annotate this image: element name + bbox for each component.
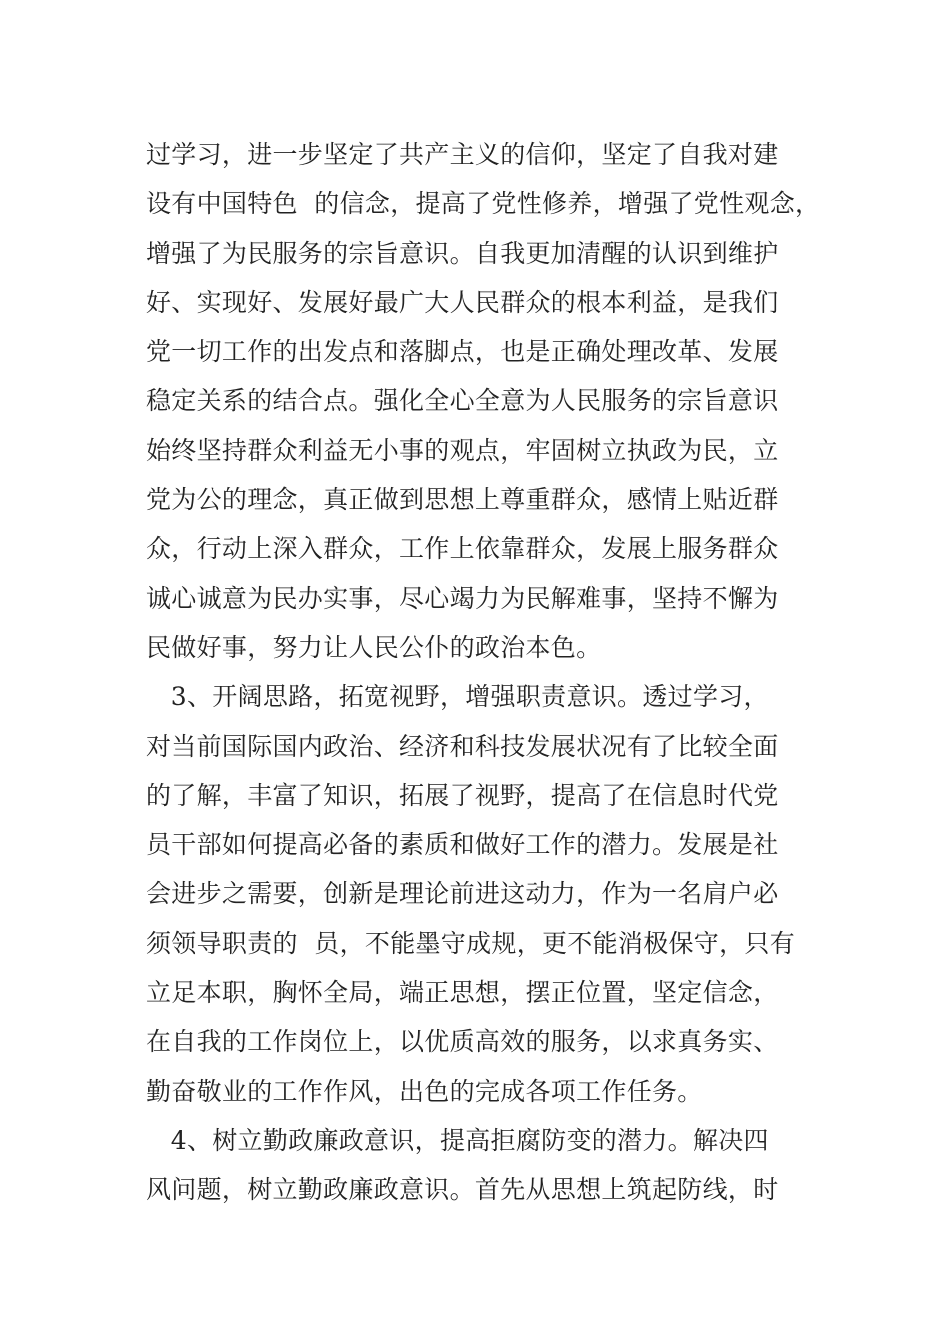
text-line: 稳定关系的结合点。强化全心全意为人民服务的宗旨意识	[146, 386, 779, 416]
text-line: 好、实现好、发展好最广大人民群众的根本利益，是我们	[146, 287, 779, 317]
text-line: 对当前国际国内政治、经济和科技发展状况有了比较全面	[146, 731, 779, 761]
text-line: 会进步之需要，创新是理论前进这动力，作为一名肩户必	[146, 879, 779, 909]
text-line: 设有中国特色 的信念，提高了党性修养，增强了党性观念，	[146, 189, 821, 219]
text-line: 3、开阔思路，拓宽视野，增强职责意识。透过学习，	[146, 682, 769, 712]
document-body	[146, 130, 826, 1215]
text-line: 始终坚持群众利益无小事的观点，牢固树立执政为民，立	[146, 435, 779, 465]
text-line: 民做好事，努力让人民公仆的政治本色。	[146, 632, 602, 662]
text-line: 党为公的理念，真正做到思想上尊重群众，感情上贴近群	[146, 485, 779, 515]
text-line: 党一切工作的出发点和落脚点，也是正确处理改革、发展	[146, 337, 779, 367]
text-line: 风问题，树立勤政廉政意识。首先从思想上筑起防线，时	[146, 1175, 779, 1205]
text-line: 在自我的工作岗位上，以优质高效的服务，以求真务实、	[146, 1027, 779, 1057]
text-line: 过学习，进一步坚定了共产主义的信仰，坚定了自我对建	[146, 140, 779, 169]
text-line: 员干部如何提高必备的素质和做好工作的潜力。发展是社	[146, 830, 779, 860]
text-line: 增强了为民服务的宗旨意识。自我更加清醒的认识到维护	[146, 238, 779, 268]
text-line: 4、树立勤政廉政意识，提高拒腐防变的潜力。解决四	[146, 1125, 769, 1155]
text-line: 须领导职责的 员，不能墨守成规，更不能消极保守，只有	[146, 928, 795, 958]
text-line: 诚心诚意为民办实事，尽心竭力为民解难事，坚持不懈为	[146, 583, 779, 613]
text-line: 众，行动上深入群众，工作上依靠群众，发展上服务群众	[146, 534, 779, 564]
text-line: 立足本职，胸怀全局，端正思想，摆正位置，坚定信念，	[146, 978, 779, 1008]
text-line: 勤奋敬业的工作作风，出色的完成各项工作任务。	[146, 1076, 703, 1106]
text-line: 的了解，丰富了知识，拓展了视野，提高了在信息时代党	[146, 780, 779, 810]
